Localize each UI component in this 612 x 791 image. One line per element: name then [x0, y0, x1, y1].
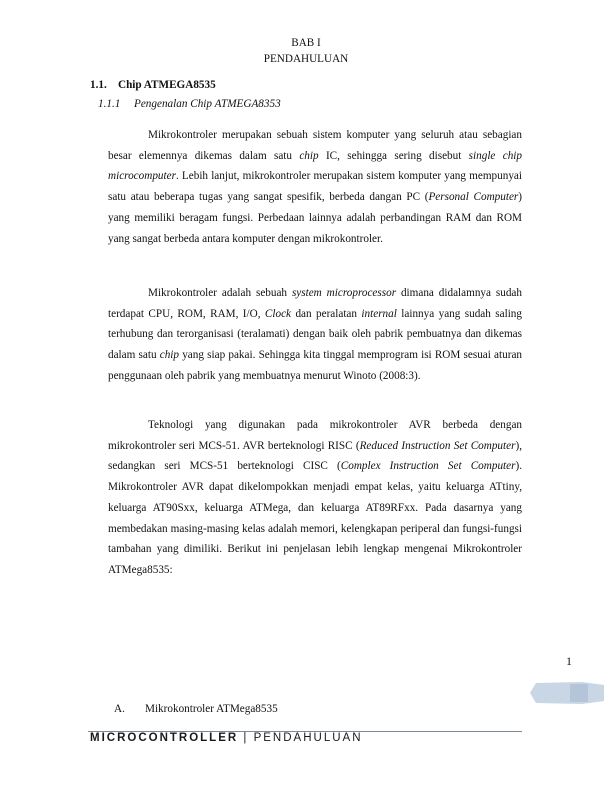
paragraph-text: . Lebih lanjut, mikrokontroler merupakan sistem komputer yang mempunyai satu atau beberapa tugas yang sangat spesifik, berbeda dangan PC ( [108, 170, 522, 204]
paragraph-3 [108, 415, 522, 581]
paragraph-text: ), sedangkan seri MCS-51 berteknologi CISC ( [108, 439, 522, 473]
paragraph-text: IC, sehingga sering disebut [318, 149, 469, 162]
paragraph-text: dan peralatan [291, 307, 362, 320]
italic-term: system microprocessor [291, 287, 397, 299]
page-footer [90, 732, 363, 744]
paragraph-text: Mikrokontroler merupakan sebuah sistem komputer yang seluruh atau sebagian besar elemennya dikemas dalam satu [108, 129, 522, 162]
subsection-title: Pengenalan Chip ATMEGA8353 [134, 98, 281, 110]
footer-separator: | [243, 732, 249, 744]
paragraph-text: Mikrokontroler adalah sebuah [148, 287, 292, 299]
list-item [114, 703, 278, 715]
paragraph-text: ). Mikrokontroler AVR dapat dikelompokkan menjadi empat kelas, yaitu keluarga ATtiny, keluarga AT90Sxx, keluarga ATMega, dan keluarga AT89RFxx. Pada dasarnya yang membedakan masing-masing kelas adalah memori, kelengkapan periperal dan fungsi-fungsi tambahan yang dimiliki. Berikut ini penjelasan lebih lengkap mengenai Mikrokontroler ATMega8535: [108, 460, 522, 576]
paragraph-2 [108, 283, 522, 387]
paragraph-text: Teknologi yang digunakan pada mikrokontroler AVR berbeda dengan mikrokontroler seri MCS-51. AVR berteknologi RISC ( [108, 419, 522, 452]
italic-term: Clock [264, 307, 292, 320]
section-number: 1.1. [90, 79, 107, 91]
footer-title: MICROCONTROLLER [90, 732, 239, 744]
italic-term: single chip microcomputer [108, 149, 522, 183]
chapter-title: PENDAHULUAN [263, 53, 349, 65]
footer-chapter: PENDAHULUAN [253, 732, 363, 744]
page-tab-decoration [530, 682, 604, 704]
italic-term: chip [299, 149, 319, 162]
paragraph-1 [108, 125, 522, 249]
italic-term: Personal Computer [428, 191, 519, 204]
italic-term: Reduced Instruction Set Computer [359, 439, 516, 452]
paragraph-text: dimana didalamnya sudah terdapat CPU, ROM, RAM, I/O, [108, 287, 522, 320]
italic-term: Complex Instruction Set Computer [340, 460, 516, 473]
paragraph-text: ) yang memiliki beragam fungsi. Perbedaan lainnya adalah perbandingan RAM dan ROM yang sangat berbeda antara komputer dengan mikrokontroler. [108, 191, 522, 245]
subsection-number: 1.1.1 [98, 98, 121, 110]
page-number: 1 [566, 654, 572, 668]
section-title: Chip ATMEGA8535 [118, 79, 216, 91]
chapter-number: BAB I [291, 37, 321, 49]
subsection-heading [98, 98, 281, 110]
italic-term: internal [361, 307, 397, 320]
list-item-text: Mikrokontroler ATMega8535 [145, 703, 278, 715]
list-marker: A. [114, 703, 125, 715]
italic-term: chip [159, 349, 180, 362]
section-heading [90, 79, 216, 91]
paragraph-text: yang siap pakai. Sehingga kita tinggal memprogram isi ROM sesuai aturan penggunaan oleh pabrik yang membuatnya menurut Winoto (2008:3). [108, 349, 523, 382]
paragraph-text: lainnya yang sudah saling terhubung dan terorganisasi (teralamati) dengan baik oleh pabrik pembuatnya dan dikemas dalam satu [108, 307, 522, 362]
